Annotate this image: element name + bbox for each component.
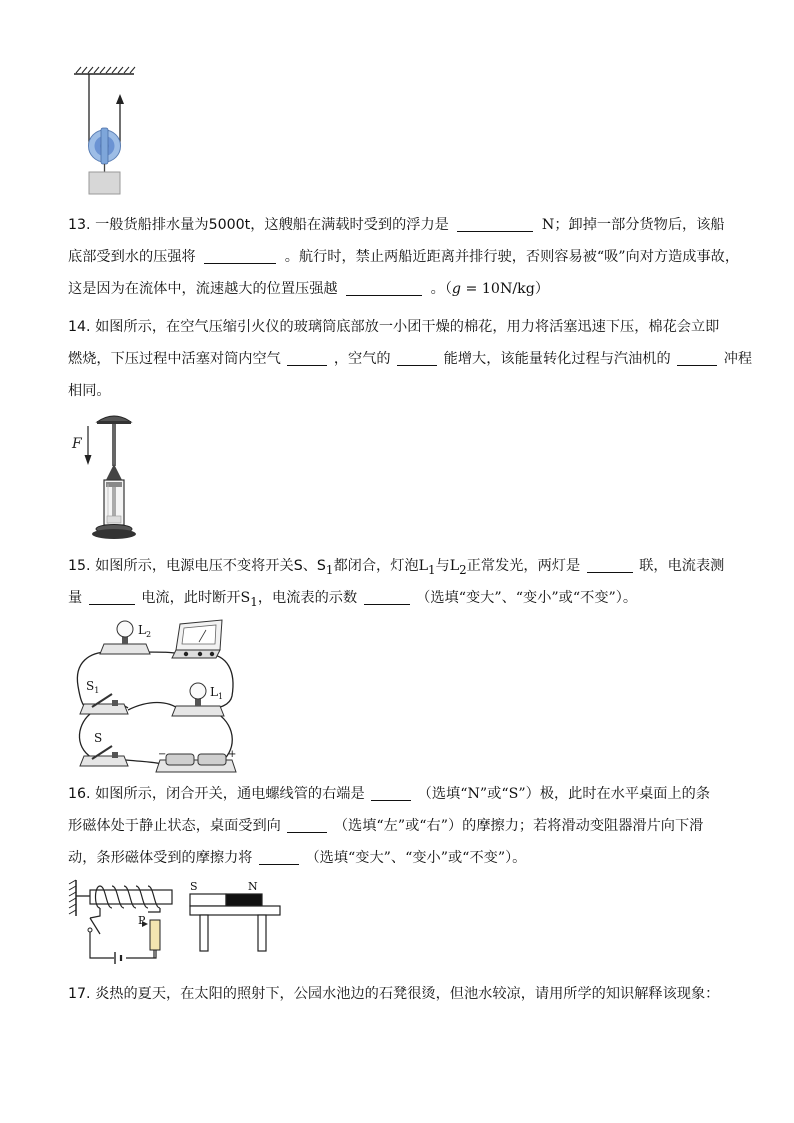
parallel-circuit-figure (68, 614, 243, 776)
q15-text-2a: 量 (68, 590, 83, 606)
air-compression-igniter-figure (68, 408, 138, 543)
solenoid-magnet-figure (68, 878, 283, 973)
q15-line-1 (68, 550, 728, 582)
q13-line-1 (68, 209, 728, 241)
magnet-n-label: N (248, 880, 258, 893)
q15-text-2d: （选填“变大”、“变小”或“不变”）。 (416, 590, 638, 606)
question-15 (68, 550, 728, 614)
q14-blank-energy[interactable] (397, 348, 437, 366)
q14-blank-stroke[interactable] (677, 348, 717, 366)
q15-text-1a: 15. 如图所示，电源电压不变将开关S、S (68, 558, 326, 574)
q14-line-1 (68, 311, 728, 343)
q16-text-1b: （选填“N”或“S”）极，此时在水平桌面上的条 (417, 786, 711, 802)
q13-line-3 (68, 273, 728, 305)
q15-text-1b: 都闭合，灯泡L (333, 558, 428, 574)
force-label: F (72, 436, 82, 452)
q13-text-3b: 。（ (430, 281, 452, 297)
q16-text-1a: 16. 如图所示，闭合开关，通电螺线管的右端是 (68, 786, 365, 802)
q15-blank-reading[interactable] (364, 587, 410, 605)
q13-blank-buoyancy[interactable] (457, 214, 533, 232)
pulley-figure (60, 62, 150, 202)
question-14 (68, 311, 753, 407)
q16-blank-friction[interactable] (259, 847, 299, 865)
q13-text-3c: ） (534, 281, 550, 297)
q14-blank-work[interactable] (287, 348, 327, 366)
q16-blank-direction[interactable] (287, 815, 327, 833)
battery-plus-label: + (228, 749, 237, 760)
magnet-s-label: S (190, 880, 198, 893)
q13-blank-pressure[interactable] (204, 246, 276, 264)
q16-text-2b: （选填“左”或“右”）的摩擦力；若将滑动变阻器滑片向下滑 (333, 818, 704, 834)
q16-blank-pole[interactable] (371, 783, 411, 801)
q14-text-1: 14. 如图所示，在空气压缩引火仪的玻璃筒底部放一小团干燥的棉花，用力将活塞迅速下压，棉花会立即 (68, 319, 720, 335)
q13-g-var: g (451, 281, 461, 297)
q16-line-1 (68, 778, 728, 810)
q13-blank-flow[interactable] (346, 278, 422, 296)
force-arrow-icon (85, 455, 92, 465)
q15-text-2b: 电流，此时断开S (141, 590, 251, 606)
switch-s1-label: $S_1$ (86, 679, 100, 695)
question-16 (68, 778, 728, 874)
q15-text-1d: 正常发光，两灯是 (466, 558, 581, 574)
q16-text-3a: 动，条形磁体受到的摩擦力将 (68, 850, 253, 866)
q13-g-eq: = 10N/kg (460, 281, 535, 297)
q15-sub-l2: 2 (459, 562, 467, 577)
q15-blank-connection[interactable] (587, 555, 633, 573)
q15-sub-s1: 1 (325, 562, 334, 577)
battery-minus-label: − (158, 749, 167, 760)
q16-text-2a: 形磁体处于静止状态，桌面受到向 (68, 818, 281, 834)
q16-text-3b: （选填“变大”、“变小”或“不变”）。 (305, 850, 527, 866)
lamp-l1-label: $L_1$ (210, 685, 224, 701)
q13-text-2a: 底部受到水的压强将 (68, 249, 196, 265)
q14-text-2b: ，空气的 (333, 351, 391, 367)
q15-sub-s1b: 1 (250, 594, 258, 609)
q16-line-2 (68, 810, 728, 842)
q15-text-1e: 联，电流表测 (639, 558, 725, 574)
q15-line-2 (68, 582, 728, 614)
q17-line-1 (68, 978, 728, 1010)
q16-line-3 (68, 842, 728, 874)
slider-p-label: P (138, 914, 146, 927)
lamp-l2-label: $L_2$ (138, 623, 152, 639)
q15-sub-l1: 1 (427, 562, 436, 577)
q13-text-2b: 。航行时，禁止两船近距离并排行驶，否则容易被“吸”向对方造成事故， (284, 249, 740, 265)
q17-text-1: 17. 炎热的夏天，在太阳的照射下，公园水池边的石凳很烫，但池水较凉，请用所学的知识解释该现象： (68, 986, 720, 1002)
question-13 (68, 209, 740, 305)
switch-s-label: S (94, 731, 103, 745)
q13-text-3a: 这是因为在流体中，流速越大的位置压强越 (68, 281, 338, 297)
q13-text-1a: 13. 一般货船排水量为5000t，这艘船在满载时受到的浮力是 (68, 217, 449, 233)
q13-text-1b: N；卸掉一部分货物后，该船 (541, 217, 725, 233)
q15-text-1c: 与L (435, 558, 460, 574)
q13-line-2 (68, 241, 740, 273)
q14-text-3: 相同。 (68, 383, 111, 399)
q14-text-2d: 冲程 (723, 351, 753, 367)
q15-text-2c: ，电流表的示数 (257, 590, 358, 606)
q14-text-2a: 燃烧，下压过程中活塞对筒内空气 (68, 351, 281, 367)
q14-line-2 (68, 343, 753, 375)
q14-line-3 (68, 375, 728, 407)
q14-text-2c: 能增大，该能量转化过程与汽油机的 (443, 351, 671, 367)
question-17 (68, 978, 728, 1010)
q15-blank-measured-current[interactable] (89, 587, 135, 605)
